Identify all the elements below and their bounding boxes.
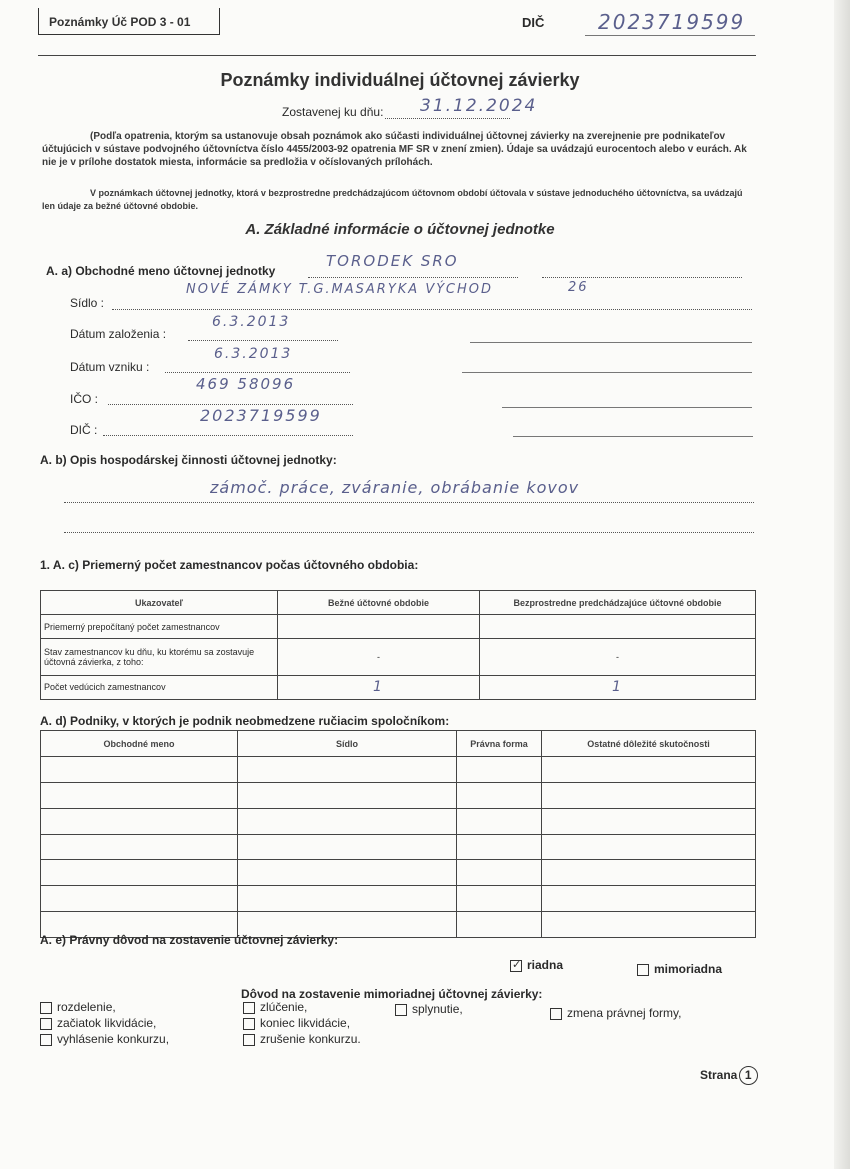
zaciatok-likvidacie-checkbox[interactable] bbox=[40, 1018, 52, 1030]
page-number-footer bbox=[700, 1066, 758, 1085]
sidlo-label: Sídlo : bbox=[70, 296, 105, 310]
emp-header-current: Bežné účtovné obdobie bbox=[278, 591, 480, 615]
scan-edge-shadow bbox=[834, 0, 850, 1169]
intro-note-2: V poznámkach účtovnej jednotky, ktorá v bezprostredne predchádzajúcom účtovnom období účtovala v sústave jednoduchého účtovníctva, sa uvádzajú len údaje za bežné účtovné obdobie. bbox=[42, 188, 743, 211]
header-rule bbox=[38, 55, 756, 56]
ad-label: A. d) Podniky, v ktorých je podnik neobmedzene ručiacim spoločníkom: bbox=[40, 714, 450, 728]
comp-header-legal-form: Právna forma bbox=[457, 731, 542, 757]
vyhlasenie-konkurzu-checkbox[interactable] bbox=[40, 1034, 52, 1046]
emp-row-current bbox=[278, 615, 480, 639]
comp-header-name: Obchodné meno bbox=[41, 731, 238, 757]
emp-row-label: Počet vedúcich zamestnancov bbox=[41, 675, 278, 699]
header-dic-label: DIČ bbox=[522, 15, 545, 30]
table-row bbox=[41, 860, 756, 886]
mimoriadna-option[interactable] bbox=[637, 962, 722, 976]
table-row bbox=[41, 834, 756, 860]
header-dic-value: 2023719599 bbox=[598, 10, 746, 34]
option-zlucenie[interactable] bbox=[243, 1000, 307, 1014]
ab-value: zámoč. práce, zváranie, obrábanie kovov bbox=[210, 478, 580, 497]
zalozenie-value: 6.3.2013 bbox=[212, 314, 291, 330]
date-value: 31.12.2024 bbox=[420, 96, 538, 116]
emp-row-previous bbox=[480, 615, 756, 639]
sidlo-value: NOVÉ ZÁMKY T.G.MASARYKA VÝCHOD bbox=[186, 282, 494, 297]
riadna-label: riadna bbox=[527, 958, 564, 972]
vznik-line bbox=[462, 372, 752, 373]
zalozenie-line bbox=[470, 342, 752, 343]
emp-row-current: 1 bbox=[278, 675, 480, 699]
date-label: Zostavenej ku dňu: bbox=[282, 105, 384, 119]
mimoriadna-reason-label: Dôvod na zostavenie mimoriadnej účtovnej závierky: bbox=[241, 987, 543, 1001]
mimoriadna-checkbox[interactable] bbox=[637, 964, 649, 976]
vznik-label: Dátum vzniku : bbox=[70, 360, 150, 374]
dic-line bbox=[513, 436, 753, 437]
page-label: Strana bbox=[700, 1068, 738, 1082]
form-code-box bbox=[38, 8, 220, 35]
table-row bbox=[41, 886, 756, 912]
aa-name-value: TORODEK SRO bbox=[326, 252, 459, 270]
option-zaciatok-likvidacie[interactable] bbox=[40, 1016, 156, 1030]
aa-dots bbox=[308, 277, 518, 278]
option-splynutie[interactable] bbox=[395, 1002, 463, 1016]
check-mark-icon: ✓ bbox=[512, 958, 522, 971]
vznik-dots bbox=[165, 372, 350, 373]
ico-line bbox=[502, 407, 752, 408]
ico-dots bbox=[108, 404, 353, 405]
emp-row-previous: - bbox=[480, 639, 756, 675]
zmena-pravnej-formy-label: zmena právnej formy, bbox=[567, 1006, 682, 1020]
emp-row-label: Stav zamestnancov ku dňu, ku ktorému sa zostavuje účtovná závierka, z toho: bbox=[41, 639, 278, 675]
zmena-pravnej-formy-checkbox[interactable] bbox=[550, 1008, 562, 1020]
table-row bbox=[41, 808, 756, 834]
koniec-likvidacie-label: koniec likvidácie, bbox=[260, 1016, 351, 1030]
form-code: Poznámky Úč POD 3 - 01 bbox=[49, 15, 191, 29]
zalozenie-label: Dátum založenia : bbox=[70, 327, 167, 341]
dic-dots bbox=[103, 435, 353, 436]
sidlo-dots bbox=[112, 309, 752, 310]
zrusenie-konkurzu-checkbox[interactable] bbox=[243, 1034, 255, 1046]
ac-label: 1. A. c) Priemerný počet zamestnancov počas účtovného obdobia: bbox=[40, 558, 419, 572]
emp-header-previous: Bezprostredne predchádzajúce účtovné obdobie bbox=[480, 591, 756, 615]
ae-label: A. e) Právny dôvod na zostavenie účtovnej závierky: bbox=[40, 933, 339, 947]
splynutie-label: splynutie, bbox=[412, 1002, 463, 1016]
zaciatok-likvidacie-label: začiatok likvidácie, bbox=[57, 1016, 157, 1030]
aa-label: A. a) Obchodné meno účtovnej jednotky bbox=[46, 264, 276, 278]
intro-note: (Podľa opatrenia, ktorým sa ustanovuje obsah poznámok ako súčasti individuálnej účtovnej závierky na zverejnenie pre podnikateľov účtujúcich v sústave podvojného účtovníctva číslo 4455/2003-92 opatrenia MF SR v znení zmien). Údaje sa uvádzajú eurocentoch alebo v eurách. Ak nie je v prílohe dostatok miesta, informácie sa predložia v očíslovaných prílohách. bbox=[42, 131, 747, 168]
emp-row-previous: 1 bbox=[480, 675, 756, 699]
date-dots bbox=[385, 118, 510, 119]
vznik-value: 6.3.2013 bbox=[214, 346, 293, 362]
emp-row-current: - bbox=[278, 639, 480, 675]
zlucenie-label: zlúčenie, bbox=[260, 1000, 308, 1014]
option-rozdelenie[interactable] bbox=[40, 1000, 116, 1014]
ab-dots-2 bbox=[64, 532, 754, 533]
option-koniec-likvidacie[interactable] bbox=[243, 1016, 350, 1030]
ab-dots-1 bbox=[64, 502, 754, 503]
aa-dots-2 bbox=[542, 277, 742, 278]
comp-header-seat: Sídlo bbox=[238, 731, 457, 757]
emp-header-indicator: Ukazovateľ bbox=[41, 591, 278, 615]
table-row bbox=[41, 782, 756, 808]
zlucenie-checkbox[interactable] bbox=[243, 1002, 255, 1014]
option-zrusenie-konkurzu[interactable] bbox=[243, 1032, 361, 1046]
ico-value: 469 58096 bbox=[196, 375, 296, 393]
option-zmena-pravnej-formy[interactable] bbox=[550, 1006, 682, 1020]
ab-label: A. b) Opis hospodárskej činnosti účtovnej jednotky: bbox=[40, 453, 337, 467]
riadna-option[interactable] bbox=[510, 958, 563, 972]
rozdelenie-label: rozdelenie, bbox=[57, 1000, 116, 1014]
dic-value: 2023719599 bbox=[200, 406, 322, 425]
header-dic-underline bbox=[585, 35, 755, 36]
mimoriadna-label: mimoriadna bbox=[654, 962, 723, 976]
dic-label: DIČ : bbox=[70, 423, 98, 437]
companies-table bbox=[40, 730, 756, 938]
sidlo-extra: 26 bbox=[568, 280, 589, 295]
page-title: Poznámky individuálnej účtovnej závierky bbox=[220, 70, 580, 90]
table-row bbox=[41, 757, 756, 783]
vyhlasenie-konkurzu-label: vyhlásenie konkurzu, bbox=[57, 1032, 170, 1046]
ico-label: IČO : bbox=[70, 392, 99, 406]
rozdelenie-checkbox[interactable] bbox=[40, 1002, 52, 1014]
koniec-likvidacie-checkbox[interactable] bbox=[243, 1018, 255, 1030]
option-vyhlasenie-konkurzu[interactable] bbox=[40, 1032, 169, 1046]
zalozenie-dots bbox=[188, 340, 338, 341]
splynutie-checkbox[interactable] bbox=[395, 1004, 407, 1016]
employees-table bbox=[40, 590, 756, 700]
riadna-checkbox[interactable] bbox=[510, 960, 522, 972]
emp-row-label: Priemerný prepočítaný počet zamestnancov bbox=[41, 615, 278, 639]
zrusenie-konkurzu-label: zrušenie konkurzu. bbox=[260, 1032, 361, 1046]
comp-header-other: Ostatné dôležité skutočnosti bbox=[542, 731, 756, 757]
section-a-title: A. Základné informácie o účtovnej jednotke bbox=[245, 221, 555, 238]
page-number: 1 bbox=[739, 1066, 758, 1085]
